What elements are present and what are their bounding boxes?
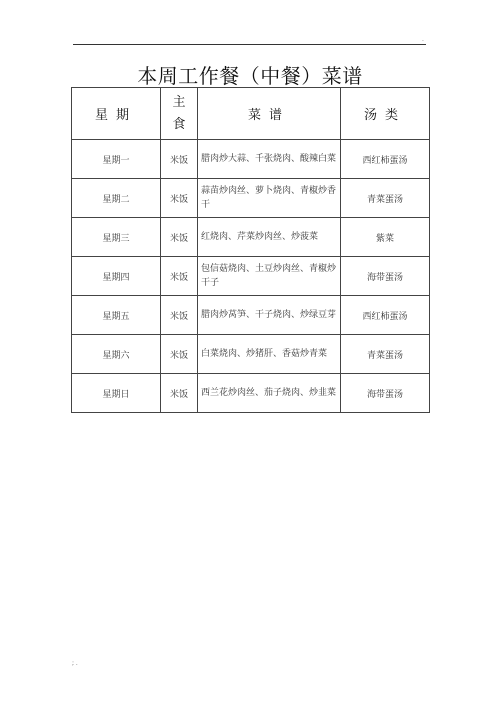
row-dishes: 腊肉炒莴笋、干子烧肉、炒绿豆芽 (198, 296, 341, 335)
weekly-menu-table (71, 87, 430, 413)
header-rule (73, 44, 426, 45)
table-row (72, 140, 430, 179)
header-staple-line2: 食 (172, 116, 186, 132)
row-staple: 米饭 (161, 335, 198, 374)
row-staple: 米饭 (161, 140, 198, 179)
row-staple: 米饭 (161, 374, 198, 413)
header-menu: 菜谱 (198, 88, 341, 140)
header-mark: . (422, 36, 424, 43)
row-staple: 米饭 (161, 179, 198, 218)
header-day: 星期 (72, 88, 161, 140)
row-soup: 青菜蛋汤 (341, 179, 430, 218)
row-day: 星期五 (72, 296, 161, 335)
row-staple: 米饭 (161, 296, 198, 335)
row-dishes: 红烧肉、芹菜炒肉丝、炒菠菜 (198, 218, 341, 257)
table-row (72, 179, 430, 218)
row-day: 星期日 (72, 374, 161, 413)
row-staple: 米饭 (161, 257, 198, 296)
row-day: 星期一 (72, 140, 161, 179)
row-staple: 米饭 (161, 218, 198, 257)
row-day: 星期六 (72, 335, 161, 374)
table-row (72, 257, 430, 296)
row-day: 星期四 (72, 257, 161, 296)
table-row (72, 335, 430, 374)
row-dishes: 腊肉炒大蒜、千张烧肉、酸辣白菜 (198, 140, 341, 179)
row-day: 星期三 (72, 218, 161, 257)
row-dishes: 包信菇烧肉、土豆炒肉丝、青椒炒干子 (198, 257, 341, 296)
table-row (72, 296, 430, 335)
row-dishes: 西兰花炒肉丝、茄子烧肉、炒韭菜 (198, 374, 341, 413)
header-soup: 汤类 (341, 88, 430, 140)
row-dishes: 白菜烧肉、炒猪肝、香菇炒青菜 (198, 335, 341, 374)
row-day: 星期二 (72, 179, 161, 218)
row-soup: 青菜蛋汤 (341, 335, 430, 374)
row-dishes: 蒜苗炒肉丝、萝卜烧肉、青椒炒香干 (198, 179, 341, 218)
header-staple-line1: 主 (172, 94, 186, 110)
footer-mark: ; . (72, 660, 78, 667)
table-header-row (72, 88, 430, 140)
header-staple (161, 88, 198, 140)
page-title: 本周工作餐（中餐）菜谱 (137, 64, 363, 88)
row-soup: 紫菜 (341, 218, 430, 257)
row-soup: 海带蛋汤 (341, 257, 430, 296)
row-soup: 海带蛋汤 (341, 374, 430, 413)
row-soup: 西红柿蛋汤 (341, 296, 430, 335)
row-soup: 西红柿蛋汤 (341, 140, 430, 179)
table-row (72, 374, 430, 413)
table-row (72, 218, 430, 257)
